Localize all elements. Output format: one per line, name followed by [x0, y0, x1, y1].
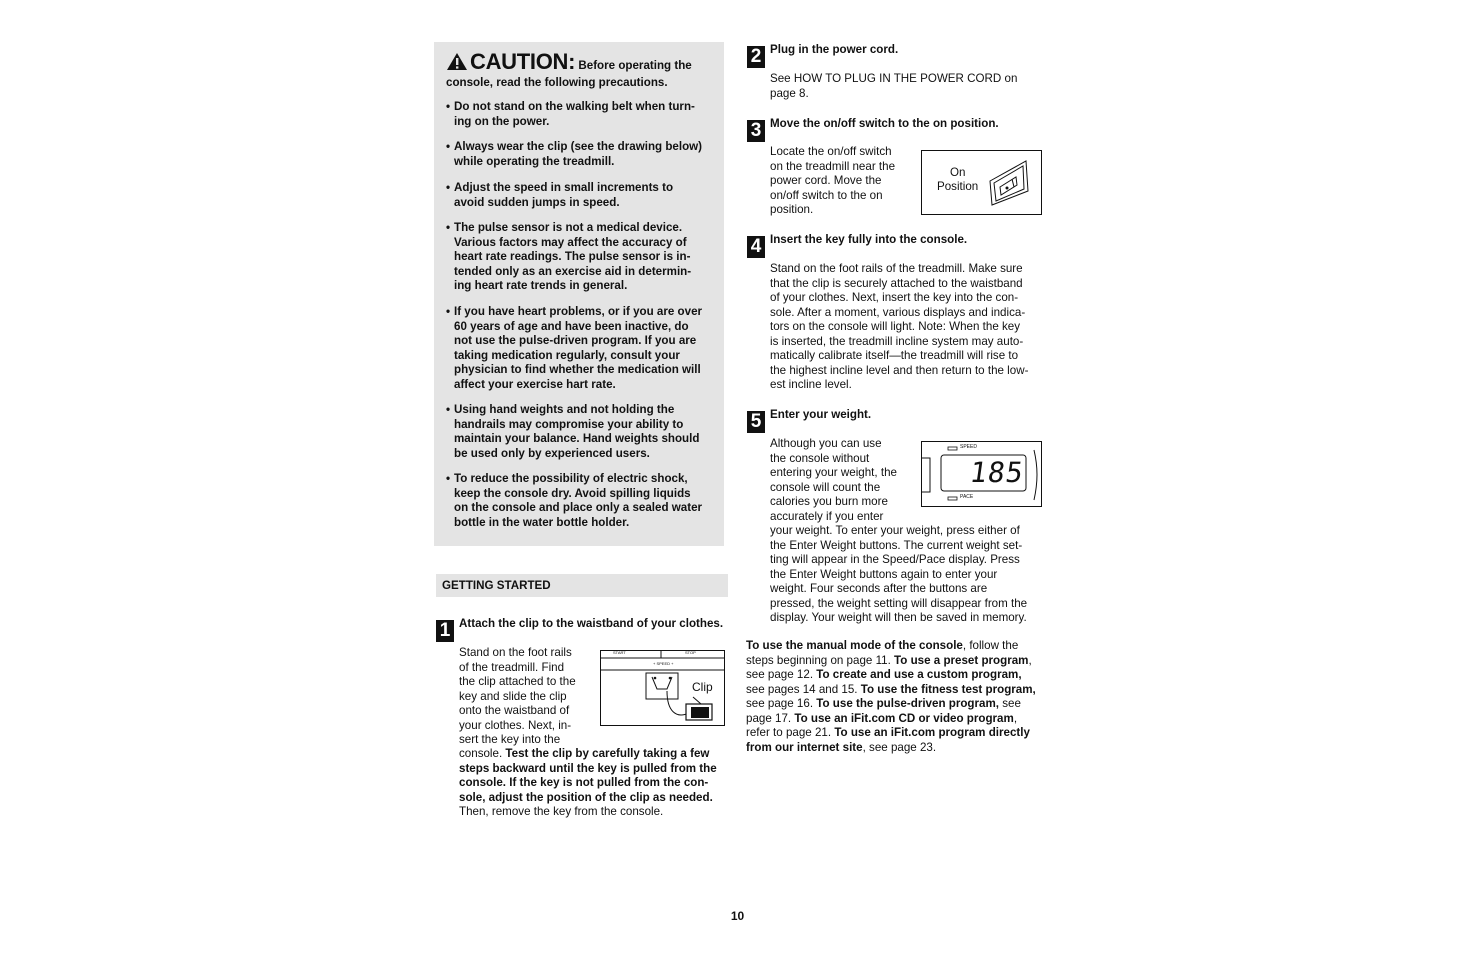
step-1-number: 1 — [436, 620, 454, 642]
step-2-number: 2 — [747, 46, 765, 68]
page-number: 10 — [730, 909, 745, 923]
caution-bullet-1: • Do not stand on the walking belt when turn- ing on the power. — [446, 100, 695, 128]
step-4-heading: Insert the key fully into the console. — [770, 233, 968, 246]
step-1-wrap-text: Stand on the foot rails of the treadmill. Find the clip attached to the key and slide the clip onto the waistband of your clothes. Next, in- sert the key into the — [459, 646, 576, 746]
section-title: GETTING STARTED — [442, 579, 551, 592]
step-4-body: Stand on the foot rails of the treadmill. Make sure that the clip is securely attached to the waistband of your clothes. Next, insert the key into the con- sole. After a moment, various displays and indica- tors on the console will light. Note: When the key is inserted, the treadmill incline system may auto- matically calibrate itself—the treadmill will rise to the highest incline level and then return to the low- est incline level. — [770, 262, 1029, 391]
step-3-heading: Move the on/off switch to the on position. — [770, 117, 999, 130]
warning-icon — [446, 52, 468, 76]
step-5-heading: Enter your weight. — [770, 408, 872, 421]
stop-label: STOP — [685, 650, 696, 655]
caution-bullet-2: • Always wear the clip (see the drawing below) while operating the treadmill. — [446, 140, 703, 168]
caution-bullet-3: • Adjust the speed in small increments to avoid sudden jumps in speed. — [446, 181, 674, 209]
step-4-number: 4 — [747, 236, 765, 258]
switch-figure — [921, 150, 1042, 215]
step-1-heading: Attach the clip to the waistband of your clothes. — [459, 617, 724, 630]
caution-word: CAUTION: — [470, 49, 576, 74]
caution-bullet-5: • If you have heart problems, or if you are over 60 years of age and have been inactive, do not use the pulse-driven program. If you are taking medication regularly, consult your physician to find whether the medication will affect your exercise hart rate. — [446, 305, 703, 391]
pace-indicator-label: PACE — [960, 494, 974, 500]
step-5-number: 5 — [747, 411, 765, 433]
step-3-body: Locate the on/off switch on the treadmill near the power cord. Move the on/off switch to the on position. — [770, 145, 896, 216]
speed-label: + SPEED + — [653, 661, 674, 666]
step-5-body: your weight. To enter your weight, press either of the Enter Weight buttons. The current weight set- ting will appear in the Speed/Pace display. Press the Enter Weight buttons again to enter your weight. Four seconds after the buttons are pressed, the weight setting will disappear from the display. Your weight will then be saved in memory. — [770, 524, 1028, 624]
step-2-heading: Plug in the power cord. — [770, 43, 899, 56]
step-2-body: See HOW TO PLUG IN THE POWER CORD on page 8. — [770, 72, 1018, 100]
switch-icon — [986, 157, 1036, 209]
clip-label: Clip — [692, 680, 713, 694]
display-figure — [921, 441, 1042, 507]
step-3-number: 3 — [747, 120, 765, 142]
caution-bullet-4: • The pulse sensor is not a medical device. Various factors may affect the accuracy of heart rate readings. The pulse sensor is in- tended only as an exercise aid in determin- ing heart rate trends in general. — [446, 221, 692, 292]
position-label: Position — [937, 180, 979, 193]
weight-value: 185 — [967, 456, 1026, 489]
clip-figure — [600, 650, 725, 726]
program-references: To use the manual mode of the console, follow the steps beginning on page 11. To use a preset program, see page 12. To create and use a custom program, see pages 14 and 15. To use the fitness test program, see page 16. To use the pulse-driven program, see page 17. To use an iFit.com CD or video program, refer to page 21. To use an iFit.com program directly from our internet site, see page 23. — [746, 639, 1036, 754]
step-5-wrap-text: Although you can use the console without entering your weight, the console will count the calories you burn more accurately if you enter — [770, 437, 897, 523]
caution-lead-2: console, read the following precautions. — [446, 75, 668, 89]
step-1-body: console. Test the clip by carefully taking a few steps backward until the key is pulled from the console. If the key is not pulled from the con- sole, adjust the position of the clip as needed. Then, remove the key from the console. — [459, 747, 717, 818]
getting-started-bar — [436, 574, 728, 597]
caution-lead: Before operating the — [578, 59, 692, 72]
speed-indicator-label: SPEED — [960, 444, 977, 450]
caution-heading — [446, 51, 716, 90]
caution-bullet-7: • To reduce the possibility of electric shock, keep the console dry. Avoid spilling liquids on the console and place only a sealed water bottle in the water bottle holder. — [446, 472, 703, 529]
start-label: START — [613, 650, 626, 655]
on-label: On — [950, 166, 966, 179]
caution-box — [434, 42, 724, 546]
caution-bullet-6: • Using hand weights and not holding the handrails may compromise your ability to maintain your balance. Hand weights should be used only by experienced users. — [446, 403, 700, 460]
